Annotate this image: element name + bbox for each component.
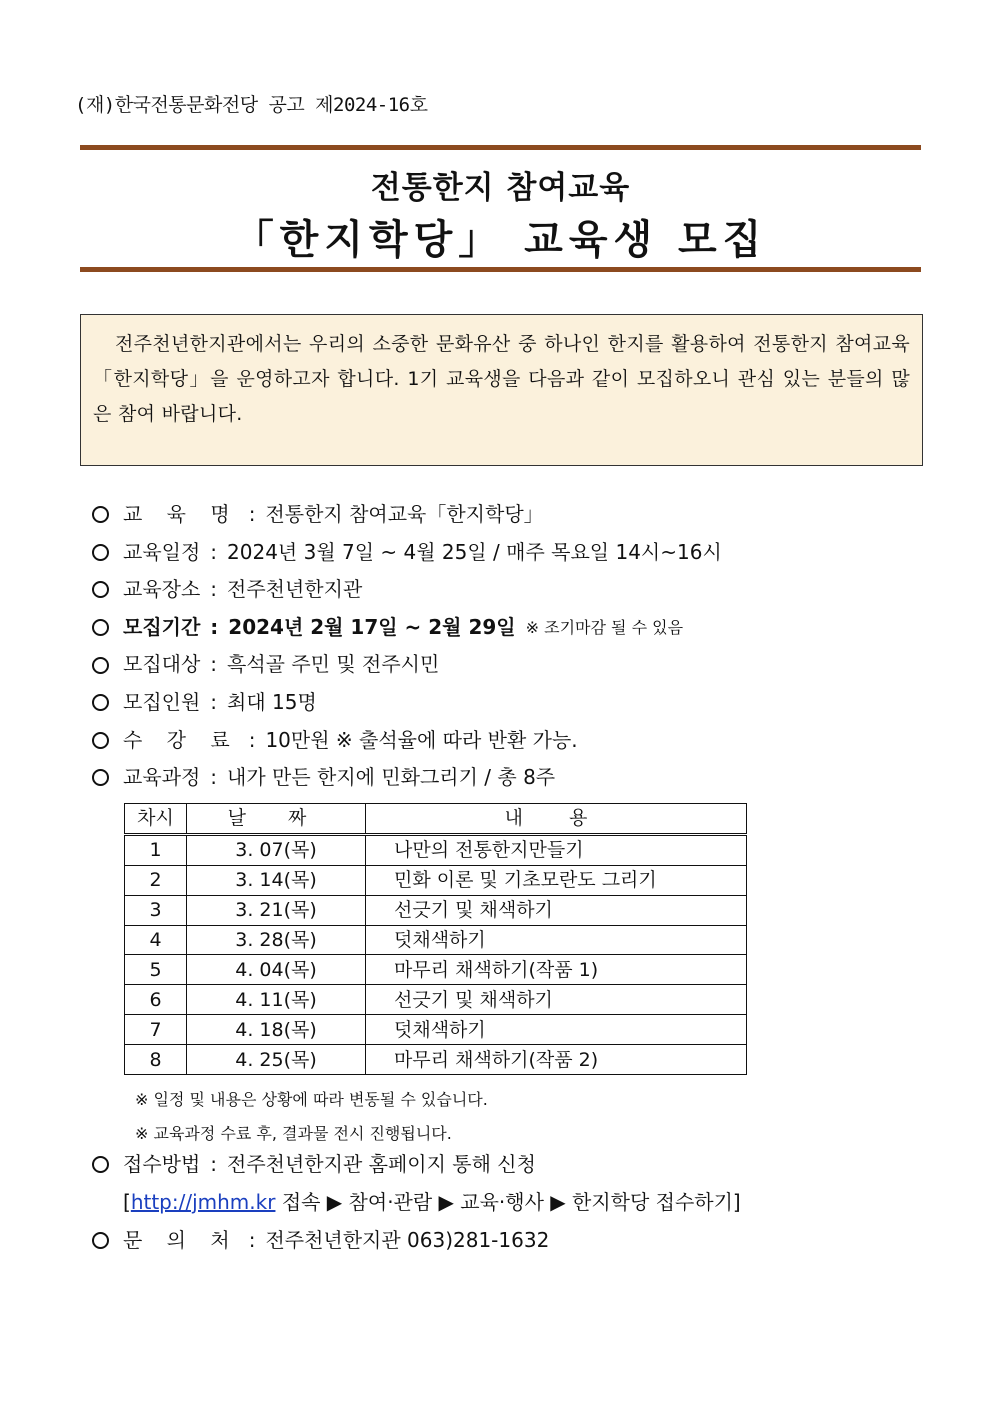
info-item-contact (88, 1222, 938, 1260)
date-cell: 4. 25(목) (187, 1045, 366, 1075)
homepage-link[interactable]: http://jmhm.kr (130, 1190, 276, 1214)
info-value: 전주천년한지관 홈페이지 통해 신청 (227, 1152, 536, 1176)
schedule-table (124, 803, 747, 1075)
info-label: 교육일정 (123, 539, 201, 564)
content-cell: 덧채색하기 (366, 925, 747, 955)
info-list (88, 496, 938, 797)
column-header-content: 내 용 (366, 804, 747, 835)
info-label: 수 강 료 (123, 727, 239, 752)
circle-bullet-icon (92, 694, 109, 711)
content-cell: 선긋기 및 채색하기 (366, 985, 747, 1015)
circle-bullet-icon (92, 506, 109, 523)
info-value: 흑석골 주민 및 전주시민 (227, 652, 440, 677)
table-row (125, 925, 747, 955)
session-cell: 2 (125, 865, 187, 895)
info-label: 교육과정 (123, 765, 201, 790)
date-cell: 4. 04(목) (187, 955, 366, 985)
table-row (125, 955, 747, 985)
date-cell: 3. 21(목) (187, 895, 366, 925)
table-row (125, 1015, 747, 1045)
info-item-target (88, 646, 938, 684)
colon: : (210, 652, 218, 677)
info-item-recruit-period (88, 609, 938, 647)
colon: : (248, 1228, 256, 1252)
circle-bullet-icon (92, 657, 109, 674)
info-label: 접수방법 (123, 1152, 201, 1176)
content-cell: 마무리 채색하기(작품 2) (366, 1045, 747, 1075)
column-header-session: 차시 (125, 804, 187, 835)
info-label: 문 의 처 (123, 1228, 239, 1252)
session-cell: 7 (125, 1015, 187, 1045)
session-cell: 5 (125, 955, 187, 985)
info-value: 최대 15명 (227, 689, 317, 714)
info-value: 10만원 ※ 출석율에 따라 반환 가능. (265, 727, 578, 752)
table-header-row (125, 804, 747, 835)
info-item-schedule (88, 534, 938, 572)
table-row (125, 985, 747, 1015)
content-cell: 선긋기 및 채색하기 (366, 895, 747, 925)
intro-box (80, 314, 923, 466)
colon: : (210, 539, 218, 564)
date-cell: 3. 14(목) (187, 865, 366, 895)
title-subtitle: 전통한지 참여교육 (370, 170, 631, 206)
session-cell: 6 (125, 985, 187, 1015)
circle-bullet-icon (92, 732, 109, 749)
intro-text: 전주천년한지관에서는 우리의 소중한 문화유산 중 하나인 한지를 활용하여 전통한지 참여교육「한지학당」을 운영하고자 합니다. 1기 교육생을 다음과 같이 모집하오니 관심 있는 분들의 많은 참여 바랍니다. (93, 333, 910, 425)
date-cell: 4. 18(목) (187, 1015, 366, 1045)
info-label: 모집기간 (123, 614, 201, 639)
info-item-course-name (88, 496, 938, 534)
page-title: 「한지학당」 교육생 모집 (233, 217, 768, 263)
circle-bullet-icon (92, 1156, 109, 1173)
content-cell: 마무리 채색하기(작품 1) (366, 955, 747, 985)
info-item-curriculum (88, 759, 938, 797)
table-row (125, 895, 747, 925)
info-label: 모집대상 (123, 652, 201, 677)
info-item-apply-method (88, 1146, 938, 1184)
info-item-location (88, 571, 938, 609)
colon: : (210, 577, 218, 602)
info-list-apply (88, 1146, 938, 1184)
circle-bullet-icon (92, 619, 109, 636)
colon: : (210, 1152, 218, 1176)
info-item-fee (88, 722, 938, 760)
date-cell: 3. 28(목) (187, 925, 366, 955)
date-cell: 3. 07(목) (187, 834, 366, 865)
circle-bullet-icon (92, 769, 109, 786)
footnote-schedule-change: ※ 일정 및 내용은 상황에 따라 변동될 수 있습니다. (135, 1090, 488, 1109)
info-value: 전주천년한지관 (227, 577, 363, 602)
apply-path (123, 1186, 741, 1215)
info-value: 2024년 3월 7일 ~ 4월 25일 / 매주 목요일 14시~16시 (227, 539, 722, 564)
info-label: 교육장소 (123, 577, 201, 602)
colon: : (210, 614, 219, 639)
circle-bullet-icon (92, 544, 109, 561)
info-label: 모집인원 (123, 689, 201, 714)
colon: : (210, 765, 218, 790)
session-cell: 1 (125, 834, 187, 865)
open-bracket: [ (123, 1190, 131, 1214)
table-row (125, 1045, 747, 1075)
info-value: 2024년 2월 17일 ~ 2월 29일 (228, 614, 516, 639)
info-note: ※ 조기마감 될 수 있음 (525, 617, 684, 637)
content-cell: 나만의 전통한지만들기 (366, 834, 747, 865)
circle-bullet-icon (92, 1232, 109, 1249)
info-item-capacity (88, 684, 938, 722)
content-cell: 민화 이론 및 기초모란도 그리기 (366, 865, 747, 895)
info-list-contact (88, 1222, 938, 1260)
info-value: 전주천년한지관 063)281-1632 (265, 1228, 550, 1252)
colon: : (248, 727, 256, 752)
column-header-date: 날 짜 (187, 804, 366, 835)
colon: : (248, 502, 256, 526)
title-top-rule (80, 145, 921, 150)
colon: : (210, 689, 218, 714)
session-cell: 3 (125, 895, 187, 925)
apply-path-text: 접속 ▶ 참여·관람 ▶ 교육·행사 ▶ 한지학당 접수하기] (281, 1190, 741, 1214)
circle-bullet-icon (92, 581, 109, 598)
notice-number: (재)한국전통문화전당 공고 제2024-16호 (75, 94, 428, 116)
table-row (125, 865, 747, 895)
date-cell: 4. 11(목) (187, 985, 366, 1015)
info-label: 교 육 명 (123, 502, 239, 526)
session-cell: 8 (125, 1045, 187, 1075)
content-cell: 덧채색하기 (366, 1015, 747, 1045)
info-value: 전통한지 참여교육「한지학당」 (265, 502, 544, 526)
session-cell: 4 (125, 925, 187, 955)
title-bottom-rule (80, 267, 921, 272)
table-row (125, 834, 747, 865)
footnote-exhibition: ※ 교육과정 수료 후, 결과물 전시 진행됩니다. (135, 1124, 452, 1143)
info-value: 내가 만든 한지에 민화그리기 / 총 8주 (227, 765, 556, 790)
